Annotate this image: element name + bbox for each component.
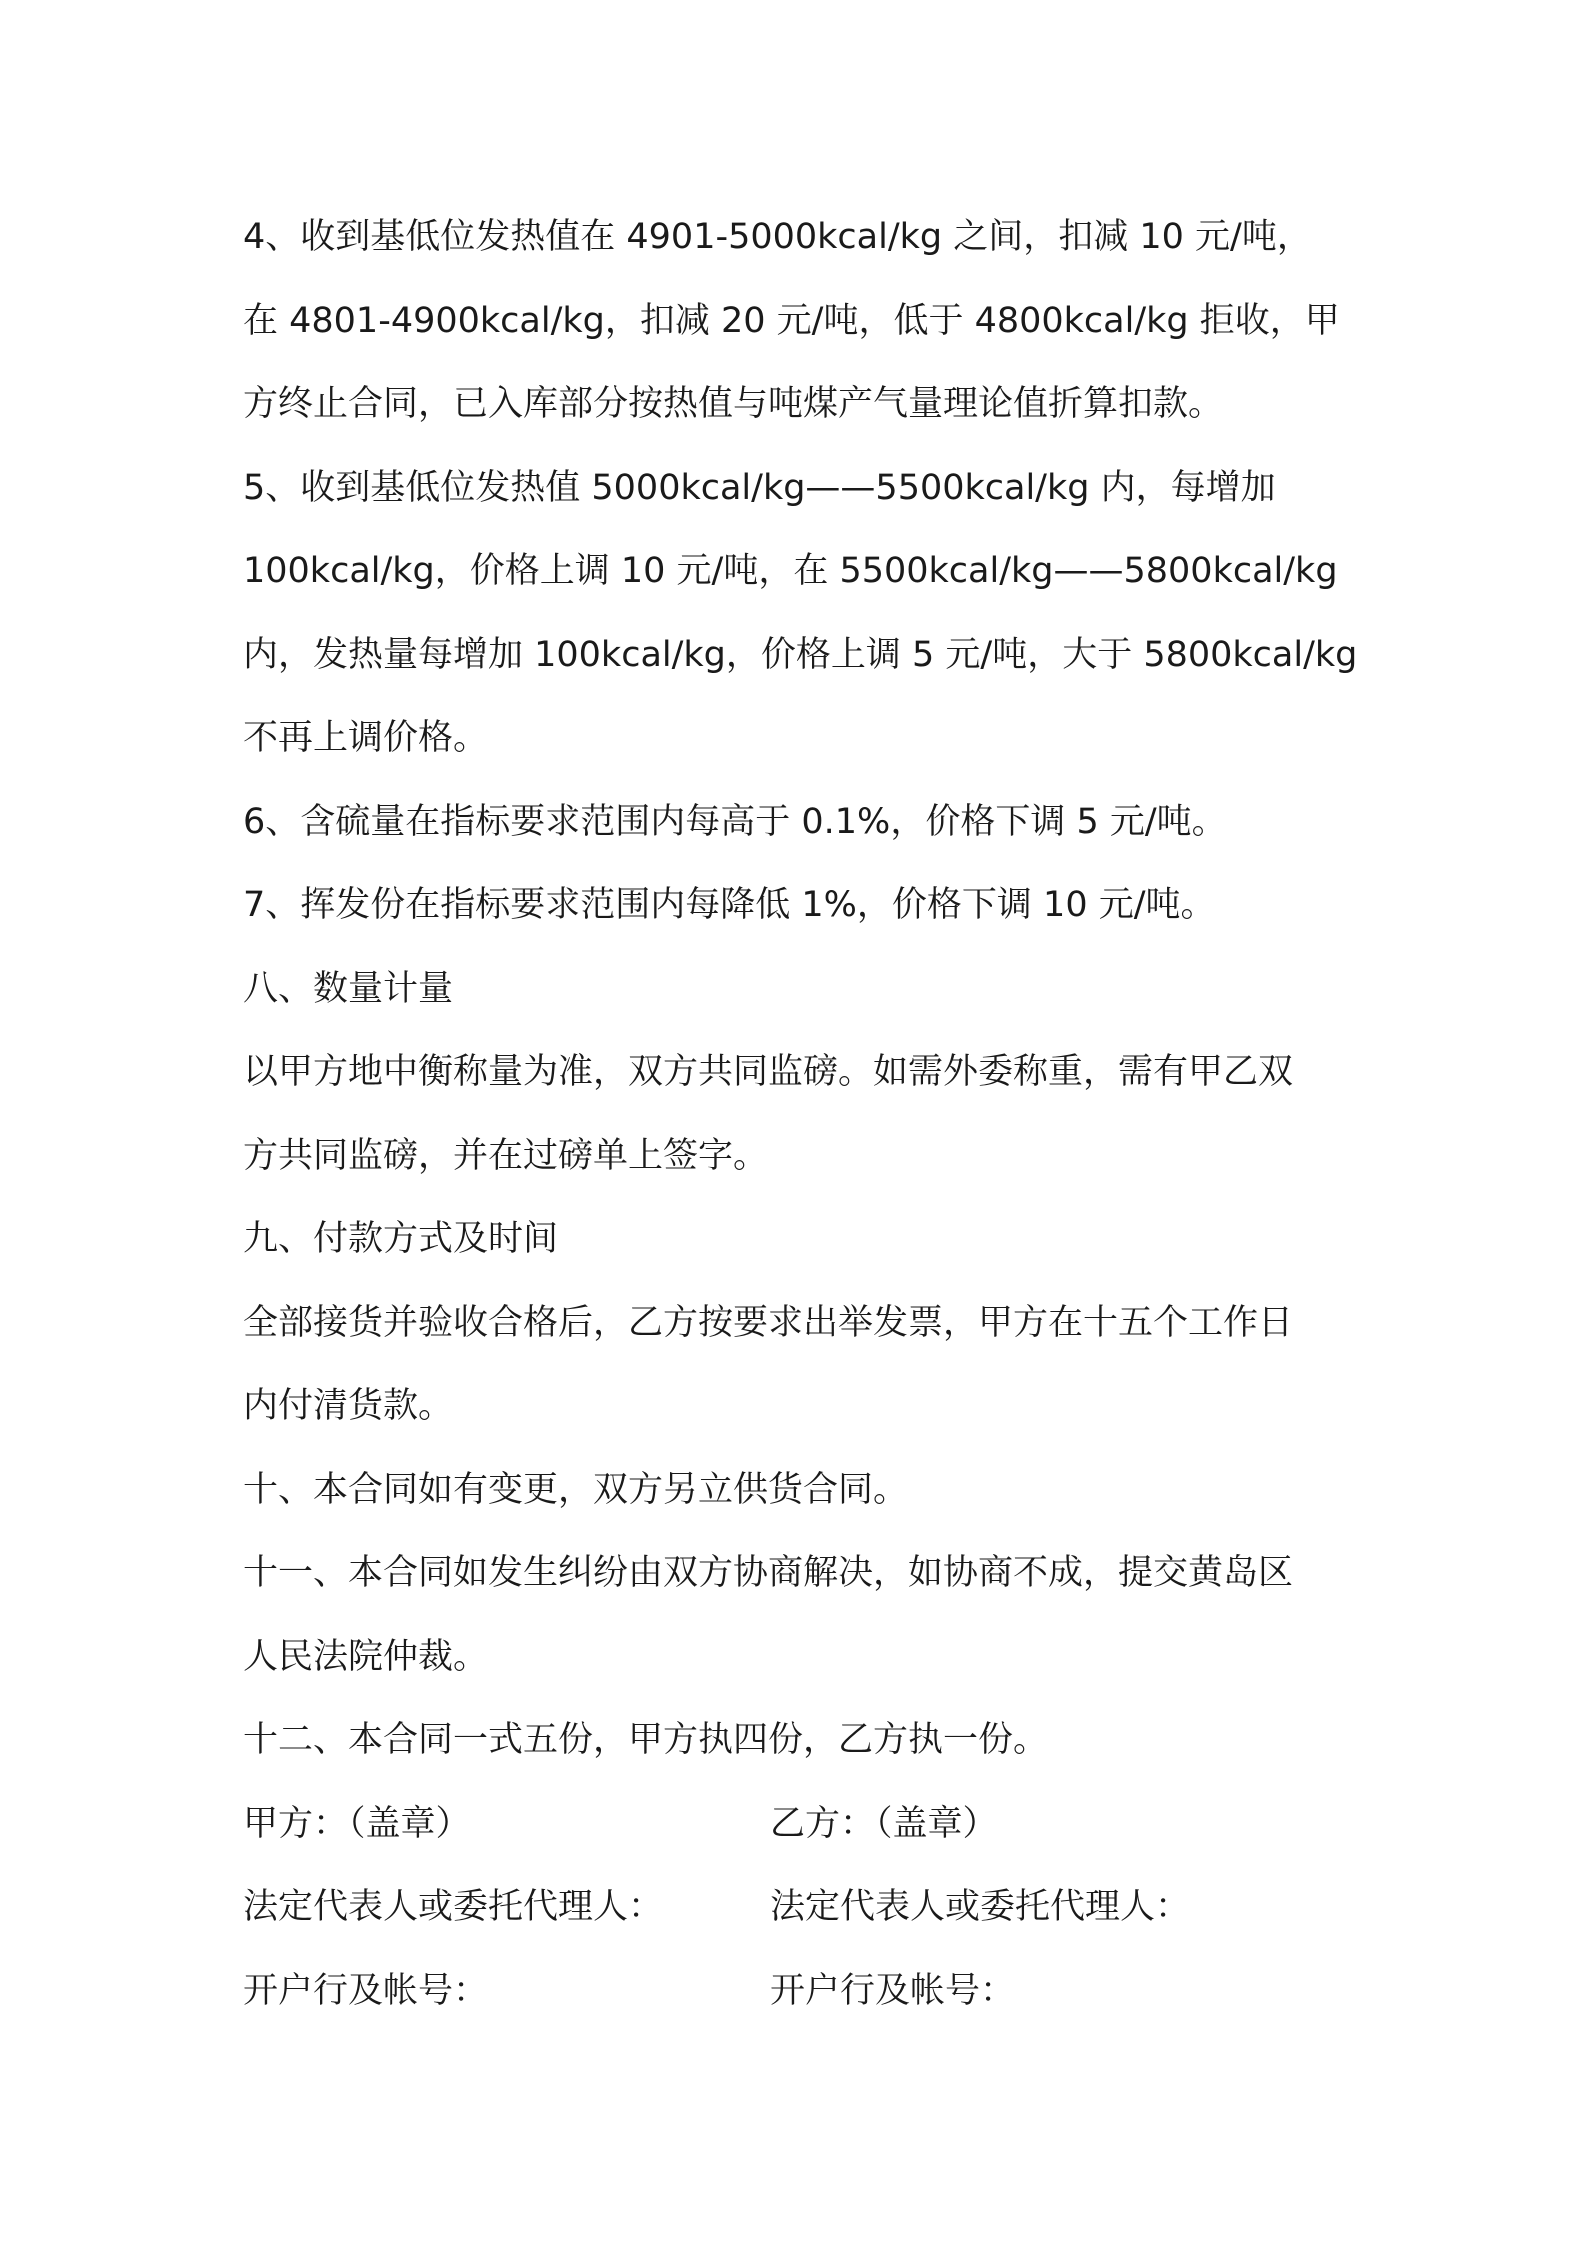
signature-representative-row xyxy=(243,1866,1358,1950)
section-8-text-line-2: 方共同监磅，并在过磅单上签字。 xyxy=(243,1135,769,1176)
clause-5-line-3: 内，发热量每增加 100kcal/kg，价格上调 5 元/吨，大于 5800kcal/kg xyxy=(243,634,1358,675)
clause-4-line-1: 4、收到基低位发热值在 4901-5000kcal/kg 之间，扣减 10 元/吨， xyxy=(243,217,1312,257)
clause-4-line-2: 在 4801-4900kcal/kg，扣减 20 元/吨，低于 4800kcal/kg 拒收，甲 xyxy=(243,300,1340,341)
party-a-seal-label: 甲方：（盖章） xyxy=(243,1803,471,1844)
section-9-heading: 九、付款方式及时间 xyxy=(243,1219,559,1259)
signature-bank-row xyxy=(243,1950,1358,2034)
section-12: 十二、本合同一式五份，甲方执四份，乙方执一份。 xyxy=(243,1720,1049,1760)
section-9-text-line-1: 全部接货并验收合格后，乙方按要求出举发票，甲方在十五个工作日 xyxy=(243,1302,1294,1343)
clause-5-line-4: 不再上调价格。 xyxy=(243,718,489,758)
section-10: 十、本合同如有变更，双方另立供货合同。 xyxy=(243,1469,909,1510)
party-b-seal-label: 乙方：（盖章） xyxy=(770,1803,998,1844)
section-8-heading: 八、数量计量 xyxy=(243,968,454,1009)
party-a-bank-label: 开户行及帐号： xyxy=(243,1970,489,2011)
clause-7: 7、挥发份在指标要求范围内每降低 1%，价格下调 10 元/吨。 xyxy=(243,885,1216,925)
party-a-representative-label: 法定代表人或委托代理人： xyxy=(243,1887,664,1927)
clause-5-line-2: 100kcal/kg，价格上调 10 元/吨，在 5500kcal/kg——5800kcal/kg xyxy=(243,551,1338,591)
party-b-bank-label: 开户行及帐号： xyxy=(770,1970,1016,2011)
clause-5-line-1: 5、收到基低位发热值 5000kcal/kg——5500kcal/kg 内，每增加 xyxy=(243,467,1276,508)
section-9-text-line-2: 内付清货款。 xyxy=(243,1386,454,1426)
signature-seal-row xyxy=(243,1783,1358,1867)
section-8-text-line-1: 以甲方地中衡称量为准，双方共同监磅。如需外委称重，需有甲乙双 xyxy=(243,1052,1294,1092)
section-11-line-2: 人民法院仲裁。 xyxy=(243,1636,489,1677)
document-body xyxy=(243,196,1358,2033)
section-11-line-1: 十一、本合同如发生纠纷由双方协商解决，如协商不成，提交黄岛区 xyxy=(243,1553,1294,1593)
party-b-representative-label: 法定代表人或委托代理人： xyxy=(770,1887,1191,1927)
clause-4-line-3: 方终止合同，已入库部分按热值与吨煤产气量理论值折算扣款。 xyxy=(243,384,1224,424)
clause-6: 6、含硫量在指标要求范围内每高于 0.1%，价格下调 5 元/吨。 xyxy=(243,801,1227,842)
